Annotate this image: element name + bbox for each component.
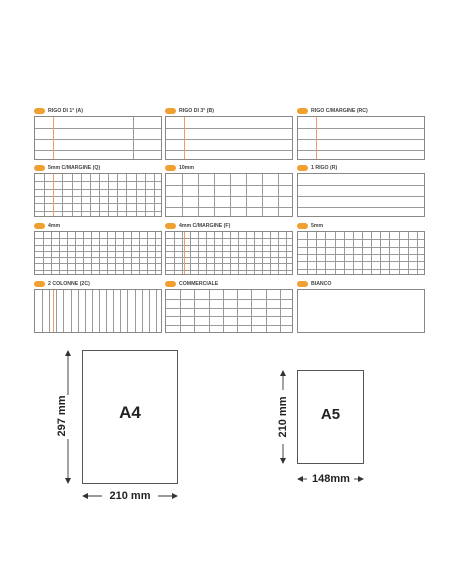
- horizontal-rule: [166, 270, 292, 271]
- vertical-rule: [81, 174, 82, 216]
- horizontal-rule: [35, 263, 161, 264]
- margin-line: [53, 290, 54, 332]
- vertical-rule: [362, 232, 363, 274]
- margin-line: [184, 117, 185, 159]
- vertical-rule: [389, 232, 390, 274]
- vertical-rule: [127, 290, 128, 332]
- vertical-rule: [399, 232, 400, 274]
- ruling-label-text: 5mm C/MARGINE (Q): [48, 165, 101, 171]
- vertical-rule: [174, 232, 175, 274]
- horizontal-rule: [166, 263, 292, 264]
- vertical-rule: [380, 232, 381, 274]
- horizontal-rule: [166, 185, 292, 186]
- horizontal-rule: [35, 139, 161, 140]
- vertical-rule: [145, 174, 146, 216]
- horizontal-rule: [298, 196, 424, 197]
- ruling-preview: [297, 173, 425, 217]
- ruling-label-text: 4mm C/MARGINE (F): [179, 223, 231, 229]
- vertical-rule: [42, 290, 43, 332]
- vertical-rule: [278, 174, 279, 216]
- margin-line: [184, 232, 185, 274]
- vertical-rule: [67, 232, 68, 274]
- brand-badge-icon: [297, 223, 308, 229]
- horizontal-rule: [166, 238, 292, 239]
- vertical-rule: [230, 232, 231, 274]
- horizontal-rule: [166, 308, 292, 309]
- vertical-rule: [113, 290, 114, 332]
- horizontal-rule: [166, 316, 292, 317]
- vertical-rule: [147, 232, 148, 274]
- horizontal-rule: [166, 299, 292, 300]
- ruling-label-text: 2 COLONNE (2C): [48, 281, 90, 287]
- vertical-rule: [154, 174, 155, 216]
- vertical-rule: [90, 174, 91, 216]
- a4-sheet: [82, 350, 178, 484]
- vertical-rule: [190, 232, 191, 274]
- horizontal-rule: [166, 251, 292, 252]
- vertical-rule: [286, 232, 287, 274]
- vertical-rule: [133, 117, 134, 159]
- a5-width-label: 148mm: [312, 473, 350, 485]
- horizontal-rule: [298, 139, 424, 140]
- vertical-rule: [156, 290, 157, 332]
- vertical-rule: [149, 290, 150, 332]
- horizontal-rule: [166, 207, 292, 208]
- brand-badge-icon: [34, 165, 45, 171]
- vertical-rule: [91, 232, 92, 274]
- vertical-rule: [230, 174, 231, 216]
- vertical-rule: [280, 290, 281, 332]
- vertical-rule: [117, 174, 118, 216]
- vertical-rule: [59, 232, 60, 274]
- vertical-rule: [214, 232, 215, 274]
- vertical-rule: [136, 174, 137, 216]
- horizontal-rule: [298, 128, 424, 129]
- vertical-rule: [56, 290, 57, 332]
- ruling-preview: [34, 289, 162, 333]
- vertical-rule: [71, 290, 72, 332]
- vertical-rule: [107, 232, 108, 274]
- vertical-rule: [223, 290, 224, 332]
- vertical-rule: [254, 232, 255, 274]
- margin-line: [53, 117, 54, 159]
- ruling-label-text: COMMERCIALE: [179, 281, 219, 287]
- vertical-rule: [85, 290, 86, 332]
- ruling-preview: [165, 116, 293, 160]
- vertical-rule: [131, 232, 132, 274]
- ruling-label: [165, 280, 218, 288]
- vertical-rule: [120, 290, 121, 332]
- vertical-rule: [266, 290, 267, 332]
- margin-line: [316, 117, 317, 159]
- vertical-rule: [62, 174, 63, 216]
- horizontal-rule: [35, 245, 161, 246]
- vertical-rule: [180, 290, 181, 332]
- horizontal-rule: [35, 128, 161, 129]
- a5-height-label: 210 mm: [277, 396, 289, 438]
- vertical-rule: [209, 290, 210, 332]
- a4-width-label: 210 mm: [109, 490, 151, 502]
- horizontal-rule: [35, 150, 161, 151]
- ruling-preview: [34, 116, 162, 160]
- vertical-rule: [44, 174, 45, 216]
- a5-label: A5: [320, 406, 341, 423]
- horizontal-rule: [298, 185, 424, 186]
- vertical-rule: [246, 174, 247, 216]
- vertical-rule: [108, 174, 109, 216]
- ruling-label: [297, 107, 368, 115]
- ruling-preview: [165, 173, 293, 217]
- vertical-rule: [99, 174, 100, 216]
- ruling-label: [297, 280, 331, 288]
- vertical-rule: [155, 232, 156, 274]
- horizontal-rule: [298, 207, 424, 208]
- vertical-rule: [83, 232, 84, 274]
- brand-badge-icon: [165, 281, 176, 287]
- ruling-label-text: 5mm: [311, 223, 324, 229]
- vertical-rule: [72, 174, 73, 216]
- vertical-rule: [262, 232, 263, 274]
- vertical-rule: [51, 232, 52, 274]
- vertical-rule: [194, 290, 195, 332]
- vertical-rule: [325, 232, 326, 274]
- horizontal-rule: [166, 257, 292, 258]
- vertical-rule: [353, 232, 354, 274]
- horizontal-rule: [166, 196, 292, 197]
- vertical-rule: [92, 290, 93, 332]
- vertical-rule: [238, 232, 239, 274]
- horizontal-rule: [166, 245, 292, 246]
- vertical-rule: [316, 232, 317, 274]
- a4-height-label: 297 mm: [56, 395, 68, 437]
- vertical-rule: [182, 174, 183, 216]
- vertical-rule: [335, 232, 336, 274]
- vertical-rule: [135, 290, 136, 332]
- vertical-rule: [99, 232, 100, 274]
- vertical-rule: [251, 290, 252, 332]
- vertical-rule: [270, 232, 271, 274]
- brand-badge-icon: [297, 108, 308, 114]
- margin-line: [53, 174, 54, 216]
- vertical-rule: [246, 232, 247, 274]
- vertical-rule: [99, 290, 100, 332]
- ruling-label-text: BIANCO: [311, 281, 332, 287]
- brand-badge-icon: [297, 165, 308, 171]
- horizontal-rule: [35, 270, 161, 271]
- horizontal-rule: [166, 128, 292, 129]
- ruling-label: [34, 164, 100, 172]
- vertical-rule: [278, 232, 279, 274]
- vertical-rule: [126, 174, 127, 216]
- ruling-label: [165, 222, 230, 230]
- vertical-rule: [78, 290, 79, 332]
- vertical-rule: [417, 232, 418, 274]
- ruling-preview: [34, 173, 162, 217]
- vertical-rule: [63, 290, 64, 332]
- vertical-rule: [307, 232, 308, 274]
- ruling-label-text: RIGO DI 1° (A): [48, 108, 83, 114]
- horizontal-rule: [298, 150, 424, 151]
- vertical-rule: [198, 174, 199, 216]
- brand-badge-icon: [34, 108, 45, 114]
- ruling-label: [165, 164, 194, 172]
- ruling-label-text: RIGO C/MARGINE (RC): [311, 108, 368, 114]
- brand-badge-icon: [34, 223, 45, 229]
- vertical-rule: [344, 232, 345, 274]
- brand-badge-icon: [297, 281, 308, 287]
- ruling-preview: [165, 289, 293, 333]
- ruling-label: [297, 164, 337, 172]
- vertical-rule: [237, 290, 238, 332]
- vertical-rule: [222, 232, 223, 274]
- brand-badge-icon: [165, 165, 176, 171]
- ruling-preview: [297, 231, 425, 275]
- horizontal-rule: [166, 139, 292, 140]
- vertical-rule: [262, 174, 263, 216]
- horizontal-rule: [35, 238, 161, 239]
- brand-badge-icon: [34, 281, 45, 287]
- vertical-rule: [115, 232, 116, 274]
- brand-badge-icon: [165, 223, 176, 229]
- ruling-label: [34, 222, 60, 230]
- horizontal-rule: [35, 251, 161, 252]
- vertical-rule: [49, 290, 50, 332]
- ruling-label: [165, 107, 214, 115]
- vertical-rule: [408, 232, 409, 274]
- ruling-preview: [297, 289, 425, 333]
- vertical-rule: [106, 290, 107, 332]
- ruling-label: [297, 222, 323, 230]
- vertical-rule: [43, 232, 44, 274]
- a5-sheet: [297, 370, 364, 464]
- ruling-preview: [34, 231, 162, 275]
- horizontal-rule: [166, 150, 292, 151]
- ruling-label-text: RIGO DI 3° (B): [179, 108, 214, 114]
- brand-badge-icon: [165, 108, 176, 114]
- vertical-rule: [206, 232, 207, 274]
- vertical-rule: [75, 232, 76, 274]
- ruling-label-text: 1 RIGO (R): [311, 165, 338, 171]
- vertical-rule: [214, 174, 215, 216]
- ruling-label: [34, 280, 90, 288]
- ruling-preview: [165, 231, 293, 275]
- ruling-label: [34, 107, 83, 115]
- horizontal-rule: [35, 257, 161, 258]
- horizontal-rule: [166, 325, 292, 326]
- vertical-rule: [371, 232, 372, 274]
- ruling-label-text: 10mm: [179, 165, 194, 171]
- ruling-preview: [297, 116, 425, 160]
- vertical-rule: [142, 290, 143, 332]
- vertical-rule: [139, 232, 140, 274]
- vertical-rule: [123, 232, 124, 274]
- vertical-rule: [198, 232, 199, 274]
- a4-label: A4: [119, 403, 141, 422]
- ruling-label-text: 4mm: [48, 223, 61, 229]
- vertical-rule: [182, 232, 183, 274]
